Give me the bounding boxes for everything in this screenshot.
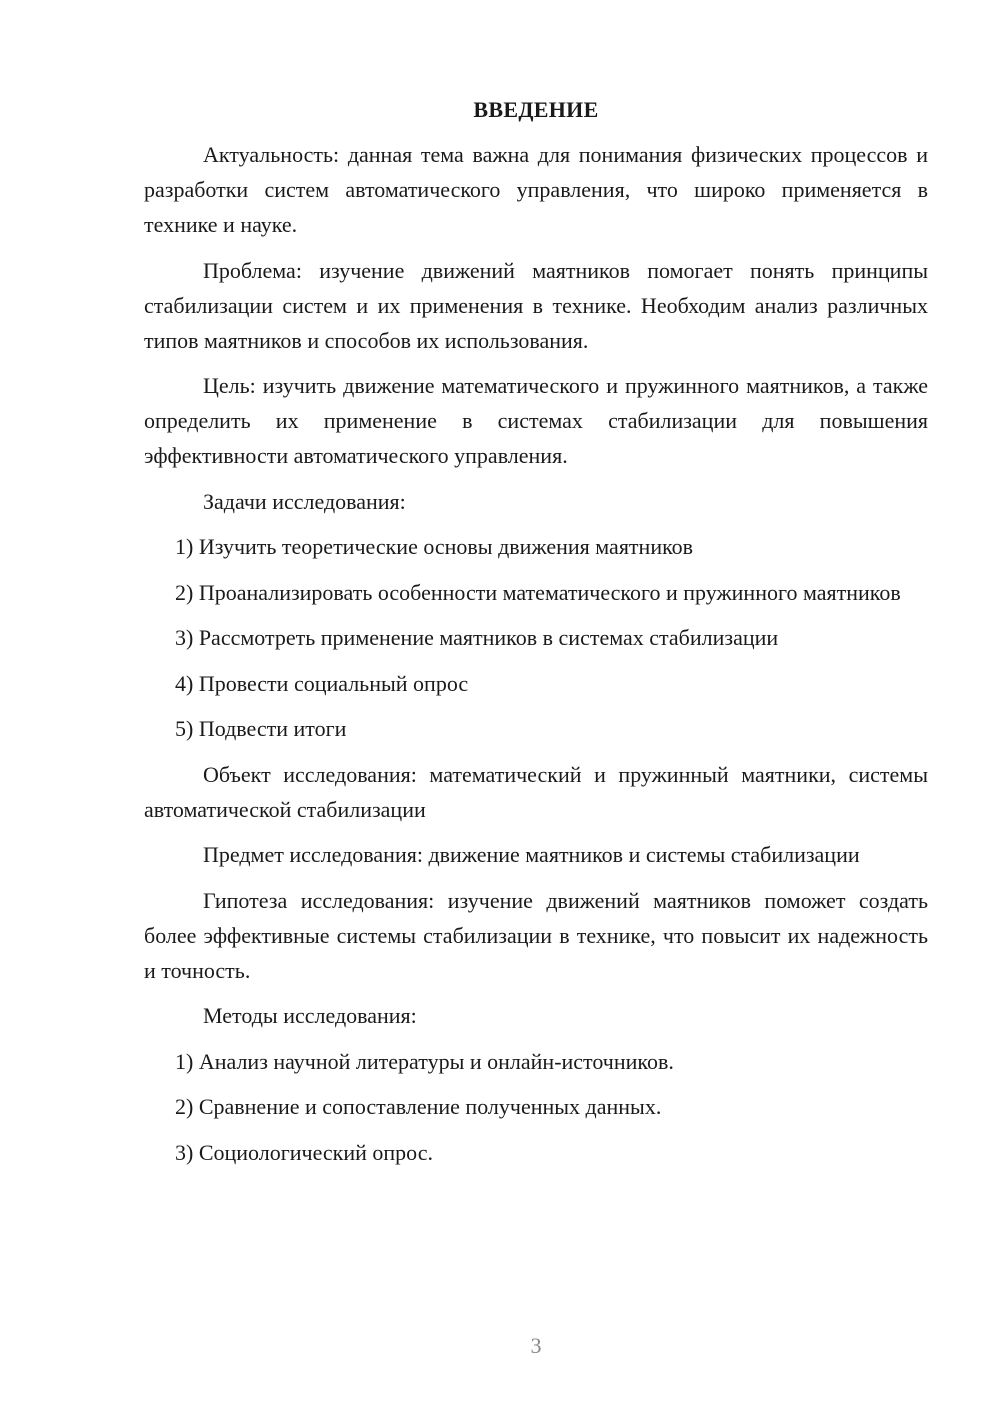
method-item: 1) Анализ научной литературы и онлайн-источников. <box>175 1048 674 1074</box>
document-page <box>144 92 928 1180</box>
paragraph-relevance: Актуальность: данная тема важна для понимания физических процессов и разработки систем автоматического управления, что широко применяется в технике и науке. <box>144 142 928 237</box>
tasks-heading: Задачи исследования: <box>203 488 406 514</box>
method-item: 3) Социологический опрос. <box>175 1139 433 1165</box>
paragraph-object: Объект исследования: математический и пружинный маятники, системы автоматической стабилизации <box>144 761 928 822</box>
paragraph-hypothesis: Гипотеза исследования: изучение движений маятников поможет создать более эффективные системы стабилизации в технике, что повысит их надежность и точность. <box>144 887 928 983</box>
paragraph-subject: Предмет исследования: движение маятников и системы стабилизации <box>203 842 860 867</box>
task-item: 3) Рассмотреть применение маятников в системах стабилизации <box>175 625 779 650</box>
page-number: 3 <box>530 1333 542 1358</box>
method-item: 2) Сравнение и сопоставление полученных данных. <box>175 1094 662 1119</box>
paragraph-problem: Проблема: изучение движений маятников помогает понять принципы стабилизации систем и их применения в технике. Необходим анализ различных типов маятников и способов их использования. <box>144 257 928 353</box>
task-item: 4) Провести социальный опрос <box>175 670 469 696</box>
task-item: 5) Подвести итоги <box>175 716 347 741</box>
methods-heading: Методы исследования: <box>203 1003 417 1028</box>
task-item: 2) Проанализировать особенности математического и пружинного маятников <box>175 579 901 605</box>
paragraph-goal: Цель: изучить движение математического и пружинного маятников, а также определить их применение в системах стабилизации для повышения эффективности автоматического управления. <box>144 373 928 468</box>
task-item: 1) Изучить теоретические основы движения маятников <box>175 534 694 559</box>
section-title: ВВЕДЕНИЕ <box>473 97 599 122</box>
